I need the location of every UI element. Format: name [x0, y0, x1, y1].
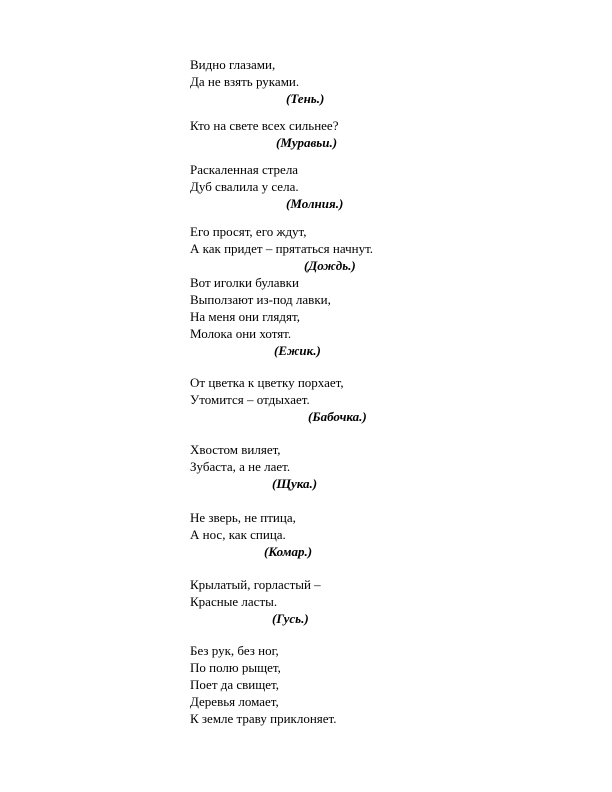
riddle-line: Деревья ломает, — [190, 694, 279, 709]
riddle-mosquito — [190, 509, 450, 560]
riddle-line: А как придет – прятаться начнут. — [190, 241, 374, 256]
riddle-line: Да не взять руками. — [190, 74, 300, 89]
riddle-butterfly — [190, 374, 450, 425]
riddle-answer: (Молния.) — [286, 196, 344, 211]
riddle-line: Без рук, без ног, — [190, 643, 279, 658]
riddle-line: Раскаленная стрела — [190, 162, 299, 177]
riddle-hedgehog — [190, 274, 450, 359]
riddle-answer: (Муравьи.) — [276, 135, 338, 150]
riddle-lightning — [190, 161, 450, 212]
riddle-rain — [190, 223, 450, 274]
riddle-line: Дуб свалила у села. — [190, 179, 299, 194]
riddle-line: Зубаста, а не лает. — [190, 459, 291, 474]
riddle-goose — [190, 576, 450, 627]
riddle-line: К земле траву приклоняет. — [190, 711, 337, 726]
riddle-line: Вот иголки булавки — [190, 275, 299, 290]
riddle-line: Красные ласты. — [190, 594, 278, 609]
riddle-answer: (Тень.) — [286, 91, 325, 106]
riddle-line: Хвостом виляет, — [190, 442, 281, 457]
riddle-answer: (Комар.) — [264, 544, 313, 559]
riddle-wind — [190, 642, 450, 727]
riddle-line: Утомится – отдыхает. — [190, 392, 310, 407]
riddle-answer: (Ежик.) — [274, 343, 321, 358]
riddle-line: От цветка к цветку порхает, — [190, 375, 344, 390]
riddle-line: Молока они хотят. — [190, 326, 292, 341]
riddle-pike — [190, 441, 450, 492]
riddle-line: Выползают из-под лавки, — [190, 292, 331, 307]
riddle-line: Кто на свете всех сильнее? — [190, 118, 339, 133]
riddle-line: По полю рыщет, — [190, 660, 281, 675]
riddle-line: Его просят, его ждут, — [190, 224, 307, 239]
riddle-line: Не зверь, не птица, — [190, 510, 296, 525]
riddle-answer: (Гусь.) — [272, 611, 309, 626]
riddle-ants — [190, 117, 450, 151]
riddle-answer: (Дождь.) — [304, 258, 356, 273]
riddle-shadow — [190, 56, 450, 107]
riddle-answer: (Бабочка.) — [308, 409, 367, 424]
riddle-line: Видно глазами, — [190, 57, 276, 72]
riddle-line: На меня они глядят, — [190, 309, 300, 324]
riddle-line: Поет да свищет, — [190, 677, 279, 692]
riddle-line: Крылатый, горластый – — [190, 577, 321, 592]
riddle-answer: (Щука.) — [272, 476, 318, 491]
riddle-line: А нос, как спица. — [190, 527, 286, 542]
